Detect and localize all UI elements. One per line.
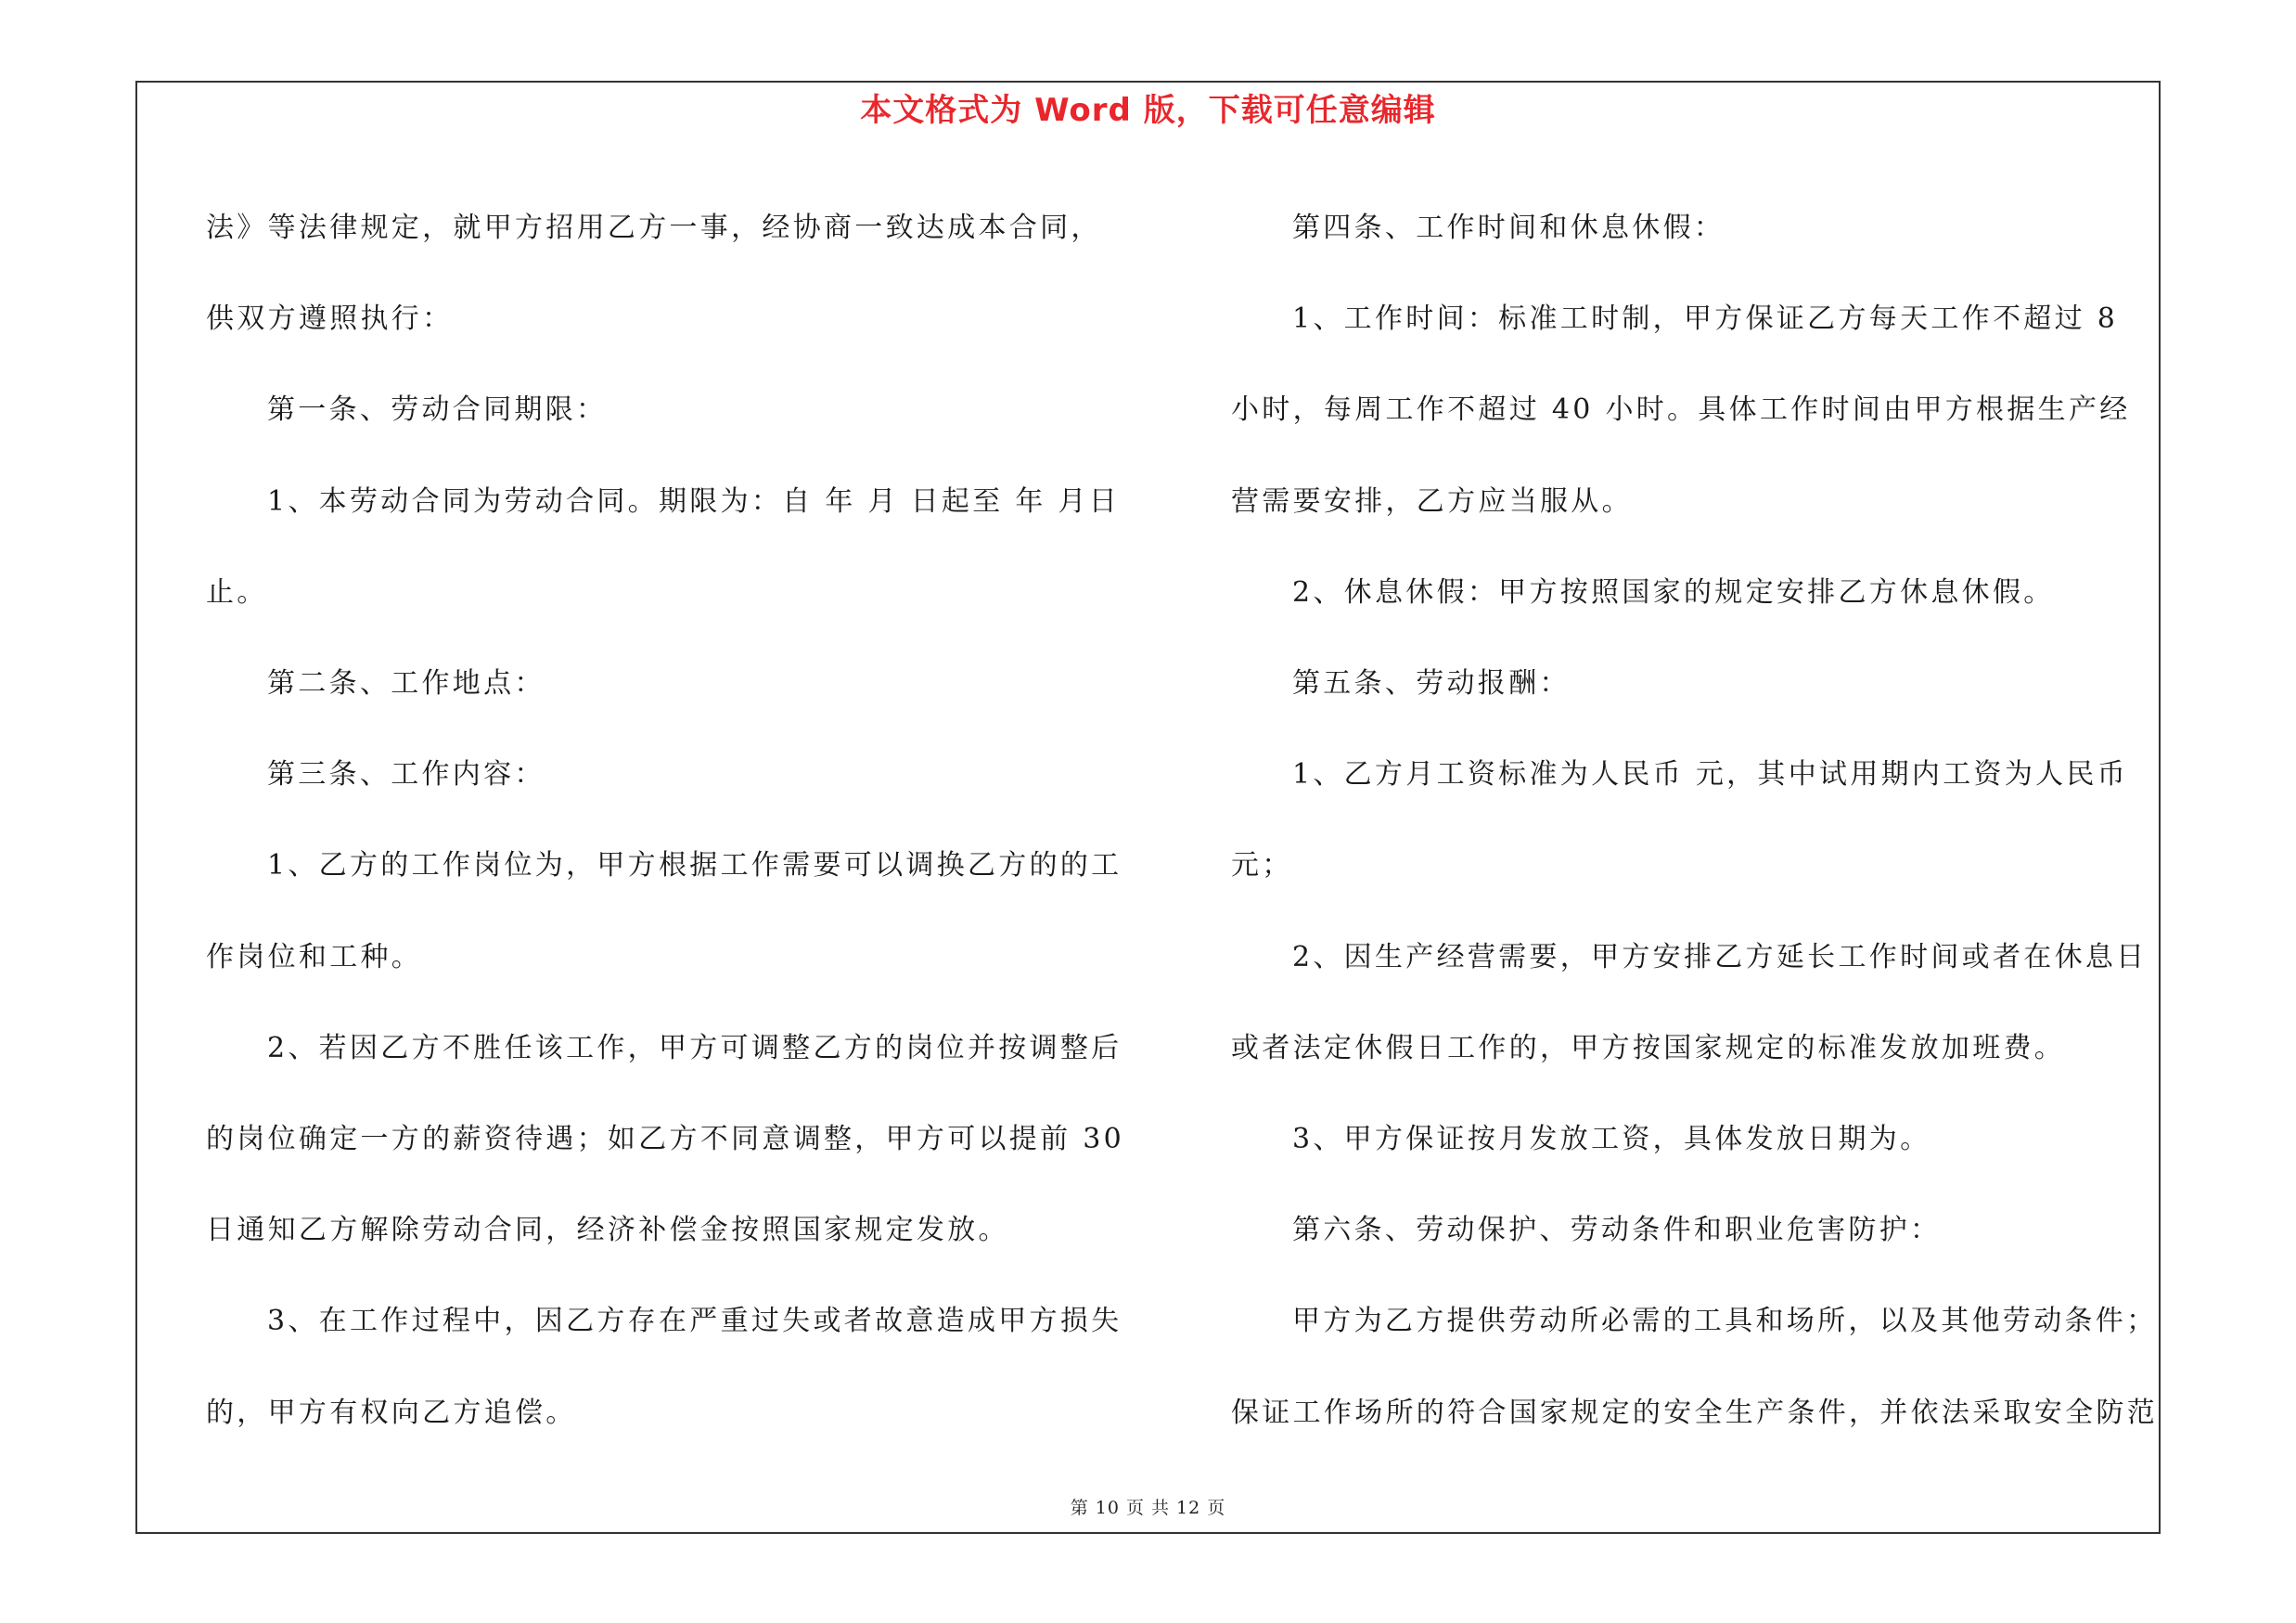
paragraph: 甲方为乙方提供劳动所必需的工具和场所，以及其他劳动条件；保证工作场所的符合国家规定的安全生产条件，并依法采取安全防范 (1231, 1305, 2158, 1429)
paragraph: 3、甲方保证按月发放工资，具体发放日期为。 (1292, 1123, 1931, 1156)
left-column (206, 183, 1124, 1459)
paragraph: 1、本劳动合同为劳动合同。期限为：自 年 月 日起至 年 月日止。 (206, 484, 1121, 609)
paragraph: 1、工作时间：标准工时制，甲方保证乙方每天工作不超过 8 小时，每周工作不超过 40 小时。具体工作时间由甲方根据生产经营需要安排，乙方应当服从。 (1231, 303, 2131, 518)
paragraph: 2、休息休假：甲方按照国家的规定安排乙方休息休假。 (1292, 575, 2055, 609)
page-number: 第 10 页 共 12 页 (1070, 1498, 1226, 1518)
article-heading-6: 第六条、劳动保护、劳动条件和职业危害防护： (1292, 1214, 1942, 1247)
article-heading-5: 第五条、劳动报酬： (1292, 667, 1571, 701)
right-column (1231, 183, 2159, 1459)
article-heading-1: 第一条、劳动合同期限： (267, 393, 608, 427)
header-banner: 本文格式为 Word 版，下载可任意编辑 (860, 92, 1436, 129)
paragraph: 2、因生产经营需要，甲方安排乙方延长工作时间或者在休息日或者法定休假日工作的，甲方按国家规定的标准发放加班费。 (1231, 940, 2148, 1064)
article-heading-4: 第四条、工作时间和休息休假： (1292, 212, 1725, 244)
paragraph: 1、乙方月工资标准为人民币 元，其中试用期内工资为人民币元； (1231, 758, 2129, 882)
paragraph: 2、若因乙方不胜任该工作，甲方可调整乙方的岗位并按调整后的岗位确定一方的薪资待遇；如乙方不同意调整，甲方可以提前 30 日通知乙方解除劳动合同，经济补偿金按照国家规定发放。 (206, 1031, 1125, 1247)
paragraph-continuation: 法》等法律规定，就甲方招用乙方一事，经协商一致达成本合同，供双方遵照执行： (206, 212, 1102, 336)
article-heading-2: 第二条、工作地点： (267, 667, 545, 701)
article-heading-3: 第三条、工作内容： (267, 758, 545, 792)
paragraph: 3、在工作过程中，因乙方存在严重过失或者故意造成甲方损失的，甲方有权向乙方追偿。 (206, 1305, 1122, 1429)
paragraph: 1、乙方的工作岗位为，甲方根据工作需要可以调换乙方的的工作岗位和工种。 (206, 849, 1122, 973)
